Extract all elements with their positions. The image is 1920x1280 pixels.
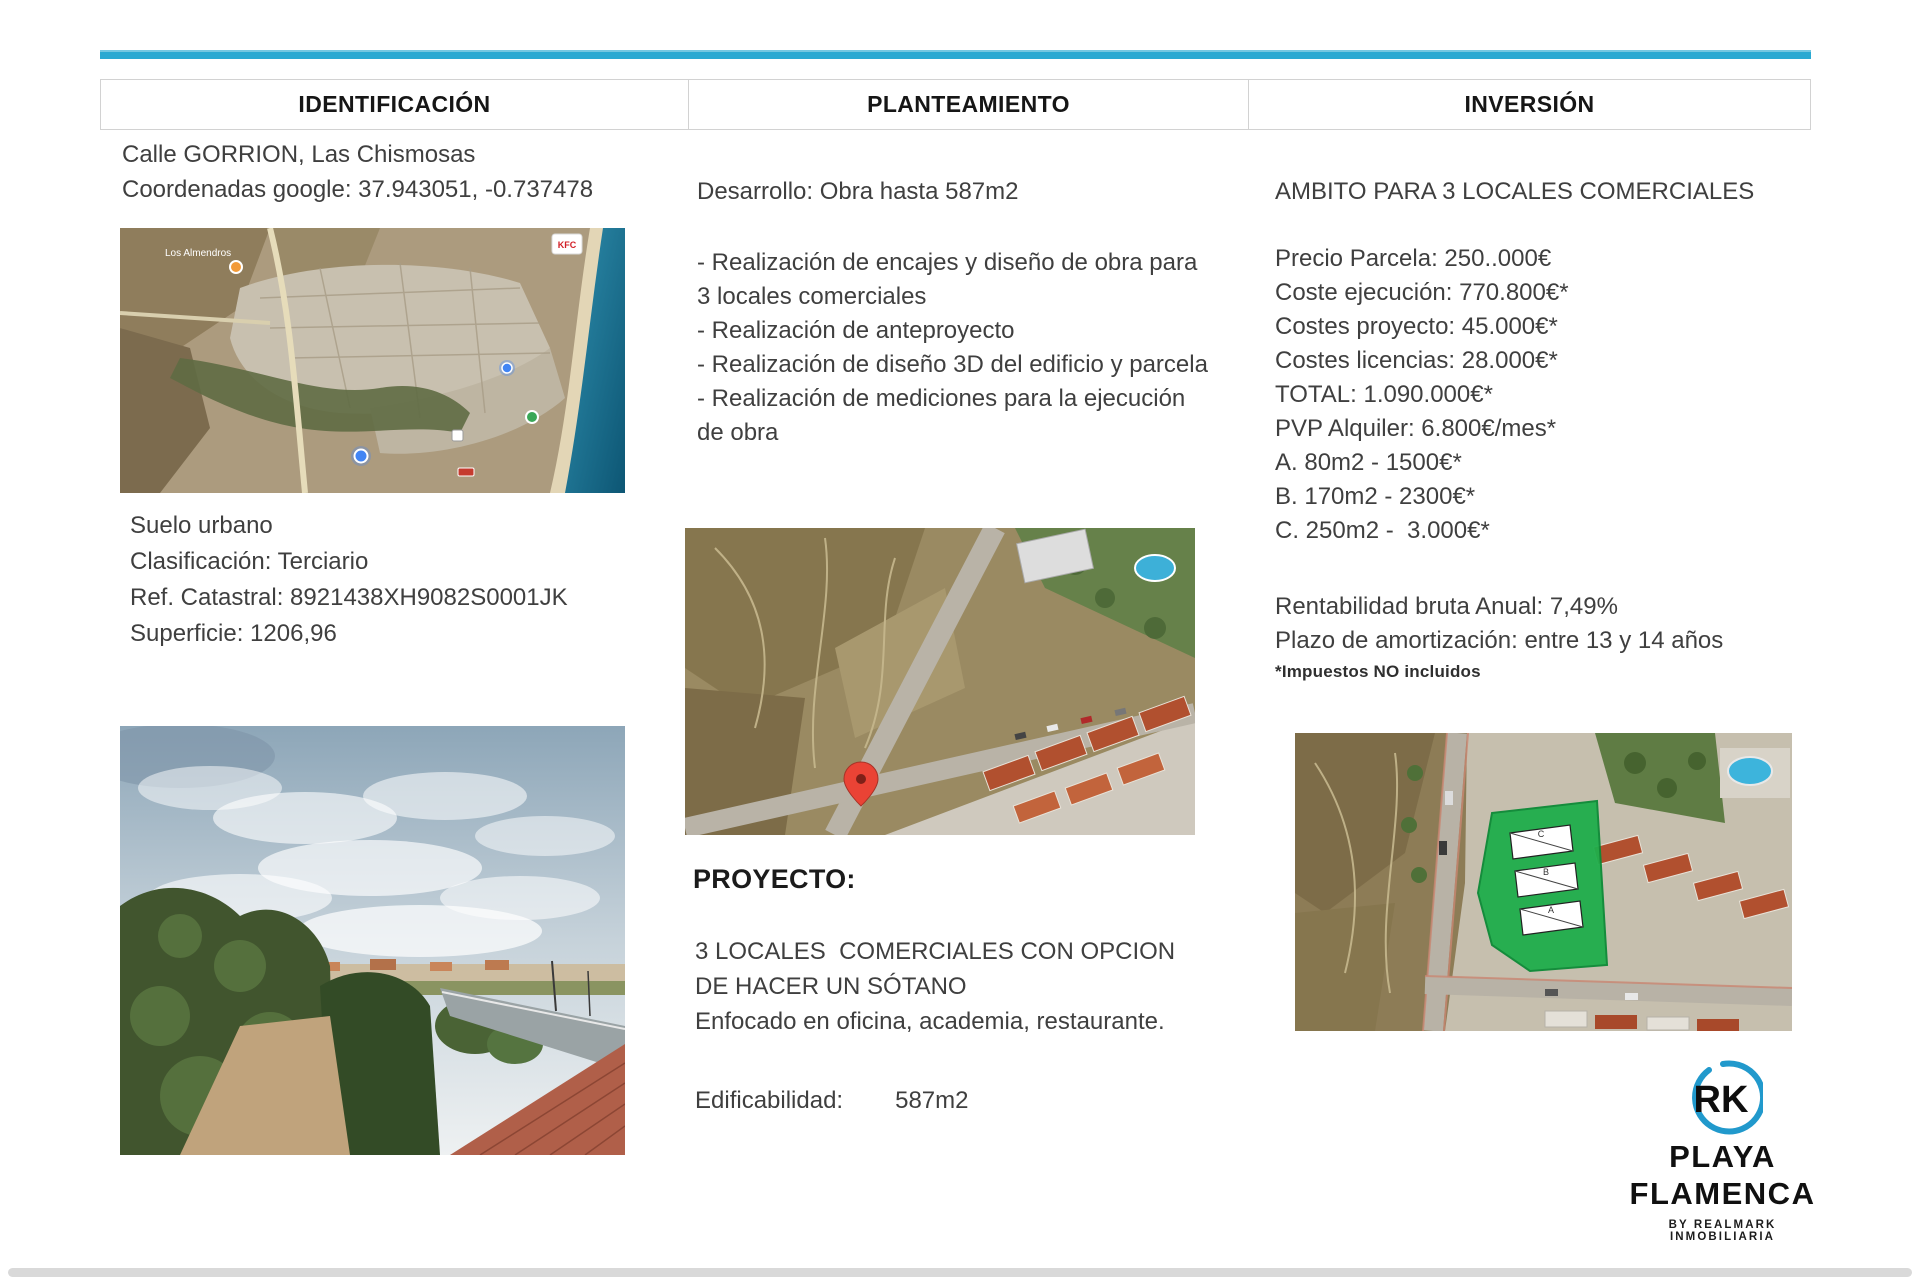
brand-name-line: FLAMENCA bbox=[1629, 1176, 1816, 1211]
brand-tagline: BY REALMARK INMOBILIARIA bbox=[1668, 1219, 1777, 1243]
swimming-pool bbox=[1135, 555, 1175, 581]
column-header-planteamiento: PLANTEAMIENTO bbox=[689, 80, 1249, 129]
project-description-line: Enfocado en oficina, academia, restaurante. bbox=[695, 1008, 1165, 1035]
parcel-unit-label: A bbox=[1547, 905, 1555, 915]
address-line: Calle GORRION, Las Chismosas bbox=[122, 141, 476, 168]
cost-line: PVP Alquiler: 6.800€/mes* bbox=[1275, 415, 1557, 442]
column-header-identificacion: IDENTIFICACIÓN bbox=[101, 80, 689, 129]
plot-detail-line: Ref. Catastral: 8921438XH9082S0001JK bbox=[130, 584, 568, 611]
brand-name-line: PLAYA bbox=[1669, 1139, 1776, 1174]
task-list bbox=[697, 246, 1209, 450]
project-description-line: 3 LOCALES COMERCIALES CON OPCION DE HACER UN SÓTANO bbox=[695, 938, 1182, 1000]
task-item: - Realización de encajes y diseño de obra para 3 locales comerciales bbox=[697, 249, 1198, 310]
svg-text:RK: RK bbox=[1693, 1079, 1748, 1121]
column-header-row bbox=[100, 79, 1811, 130]
plot-photo bbox=[120, 726, 625, 1155]
task-item: - Realización de anteproyecto bbox=[697, 317, 1015, 344]
buildability-label: Edificabilidad: bbox=[695, 1087, 844, 1114]
cost-line: B. 170m2 - 2300€* bbox=[1275, 483, 1476, 510]
cost-line: Costes proyecto: 45.000€* bbox=[1275, 313, 1558, 340]
blue-location-marker-main-icon bbox=[351, 446, 371, 466]
cost-line: Coste ejecución: 770.800€* bbox=[1275, 279, 1569, 306]
kfc-logo bbox=[552, 234, 582, 254]
plot-details-block bbox=[130, 508, 568, 652]
satellite-map-overview bbox=[120, 228, 625, 493]
yield-line: Rentabilidad bruta Anual: 7,49% bbox=[1275, 593, 1618, 620]
cost-line: C. 250m2 - 3.000€* bbox=[1275, 517, 1490, 544]
plot-detail-line: Suelo urbano bbox=[130, 512, 273, 539]
plot-photo-image bbox=[120, 726, 625, 1155]
top-accent-line bbox=[100, 50, 1811, 59]
buildability-value: 587m2 bbox=[895, 1087, 969, 1114]
svg-text:KFC: KFC bbox=[557, 240, 577, 250]
green-poi-marker-icon bbox=[525, 410, 539, 424]
cost-line: TOTAL: 1.090.000€* bbox=[1275, 381, 1493, 408]
cost-line: Precio Parcela: 250..000€ bbox=[1275, 245, 1552, 272]
task-item: - Realización de mediciones para la ejecución de obra bbox=[697, 385, 1186, 446]
parcel-overlay bbox=[1478, 801, 1607, 971]
white-poi-marker-icon bbox=[452, 430, 463, 441]
cost-list bbox=[1275, 242, 1569, 548]
parcel-unit-label: C bbox=[1537, 829, 1545, 839]
satellite-map-overview-image bbox=[120, 228, 625, 493]
project-heading: PROYECTO: bbox=[693, 864, 856, 894]
cost-line: Costes licencias: 28.000€* bbox=[1275, 347, 1558, 374]
identification-text-block bbox=[122, 137, 593, 207]
rk-monogram-icon bbox=[1683, 1058, 1763, 1138]
satellite-map-parcel-overlay-image bbox=[1295, 733, 1792, 1031]
buildability-row bbox=[695, 1083, 968, 1118]
investment-title: AMBITO PARA 3 LOCALES COMERCIALES bbox=[1275, 178, 1755, 205]
swimming-pool bbox=[1728, 757, 1772, 785]
yield-block bbox=[1275, 590, 1723, 658]
cost-line: A. 80m2 - 1500€* bbox=[1275, 449, 1462, 476]
satellite-map-plot-closeup bbox=[685, 528, 1195, 835]
tax-disclaimer: *Impuestos NO incluidos bbox=[1275, 662, 1481, 681]
yield-line: Plazo de amortización: entre 13 y 14 años bbox=[1275, 627, 1724, 654]
orange-poi-marker-icon bbox=[230, 261, 242, 273]
road-shield-icon bbox=[458, 468, 474, 476]
brand-logo bbox=[1620, 1058, 1825, 1243]
development-line: Desarrollo: Obra hasta 587m2 bbox=[697, 178, 1019, 205]
bottom-scrollbar[interactable] bbox=[8, 1268, 1912, 1277]
plot-detail-line: Clasificación: Terciario bbox=[130, 548, 369, 575]
satellite-map-plot-closeup-image bbox=[685, 528, 1195, 835]
project-description bbox=[695, 934, 1195, 1039]
map-area-label: Los Almendros bbox=[165, 248, 232, 259]
column-header-inversion: INVERSIÓN bbox=[1464, 91, 1595, 117]
plot-detail-line: Superficie: 1206,96 bbox=[130, 620, 337, 647]
satellite-map-parcel-overlay bbox=[1295, 733, 1792, 1031]
blue-location-marker-icon bbox=[499, 360, 515, 376]
parcel-unit-label: B bbox=[1542, 867, 1550, 877]
coordinates-line: Coordenadas google: 37.943051, -0.737478 bbox=[122, 176, 594, 203]
task-item: - Realización de diseño 3D del edificio y parcela bbox=[697, 351, 1208, 378]
